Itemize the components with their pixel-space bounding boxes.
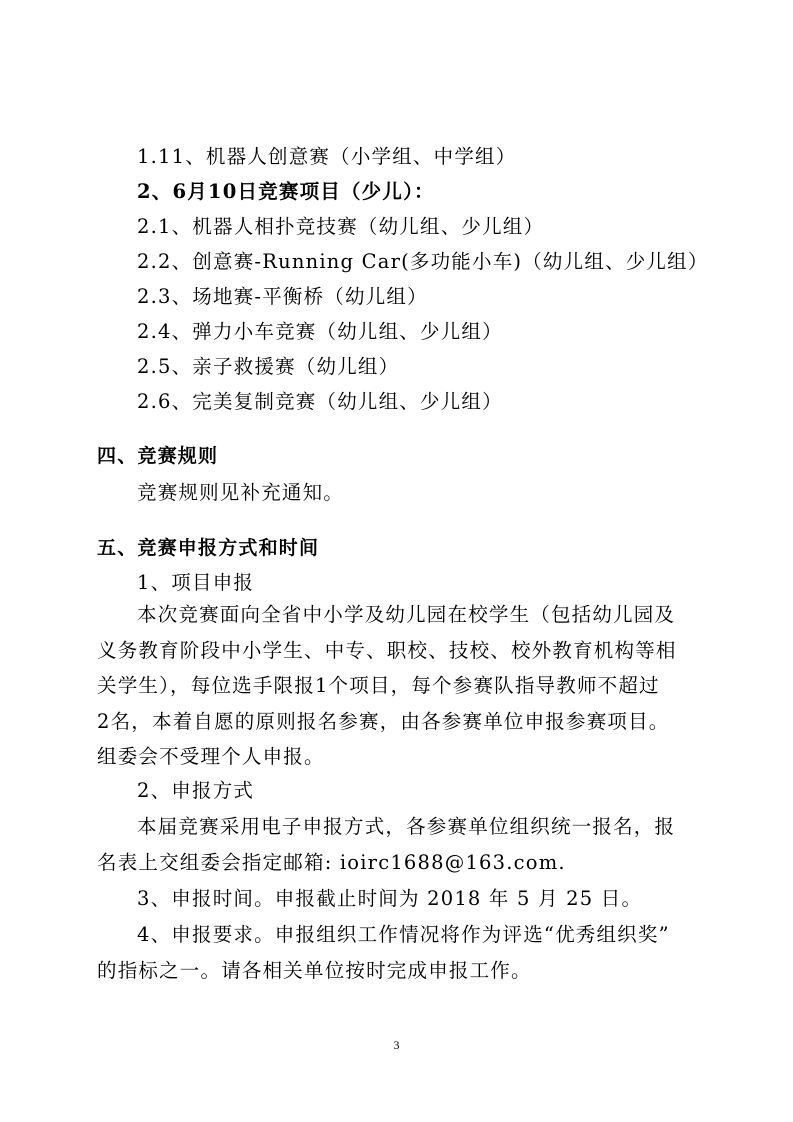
- list-item: 2.5、亲子救援赛（幼儿组）: [137, 355, 400, 378]
- paragraph-line: 2名，本着自愿的原则报名参赛，由各参赛单位申报参赛项目。: [97, 710, 670, 733]
- subsection-title: 1、项目申报: [137, 571, 255, 594]
- list-item: 2.1、机器人相扑竞技赛（幼儿组、少儿组）: [137, 215, 545, 238]
- paragraph-line: 名表上交组委会指定邮箱: ioirc1688@163.com.: [97, 851, 566, 874]
- paragraph-line: 义务教育阶段中小学生、中专、职校、技校、校外教育机构等相: [97, 639, 677, 662]
- section-heading-june10: 2、6月10日竞赛项目（少儿）：: [137, 180, 435, 203]
- page-number: 3: [393, 1038, 400, 1052]
- paragraph-line: 的指标之一。请各相关单位按时完成申报工作。: [97, 959, 532, 982]
- section4-body: 竞赛规则见补充通知。: [137, 481, 345, 504]
- list-item: 2.3、场地赛-平衡桥（幼儿组）: [137, 285, 428, 308]
- paragraph-line: 关学生），每位选手限报1个项目，每个参赛队指导教师不超过: [97, 674, 660, 697]
- paragraph-line: 本次竞赛面向全省中小学及幼儿园在校学生（包括幼儿园及: [137, 603, 676, 626]
- list-item: 2.4、弹力小车竞赛（幼儿组、少儿组）: [137, 320, 503, 343]
- paragraph-line: 4、申报要求。申报组织工作情况将作为评选“优秀组织奖”: [137, 923, 670, 946]
- section5-title: 五、竞赛申报方式和时间: [97, 537, 320, 559]
- paragraph-line: 3、申报时间。申报截止时间为 2018 年 5 月 25 日。: [137, 887, 643, 910]
- paragraph-line: 本届竞赛采用电子申报方式，各参赛单位组织统一报名，报: [137, 815, 676, 838]
- paragraph-line: 组委会不受理个人申报。: [97, 745, 325, 768]
- list-item: 2.2、创意赛-Running Car(多功能小车)（幼儿组、少儿组）: [137, 250, 709, 273]
- section4-title: 四、竞赛规则: [97, 445, 219, 467]
- list-item: 2.6、完美复制竞赛（幼儿组、少儿组）: [137, 390, 503, 413]
- subsection-title: 2、申报方式: [137, 779, 255, 802]
- list-item: 1.11、机器人创意赛（小学组、中学组）: [137, 145, 517, 168]
